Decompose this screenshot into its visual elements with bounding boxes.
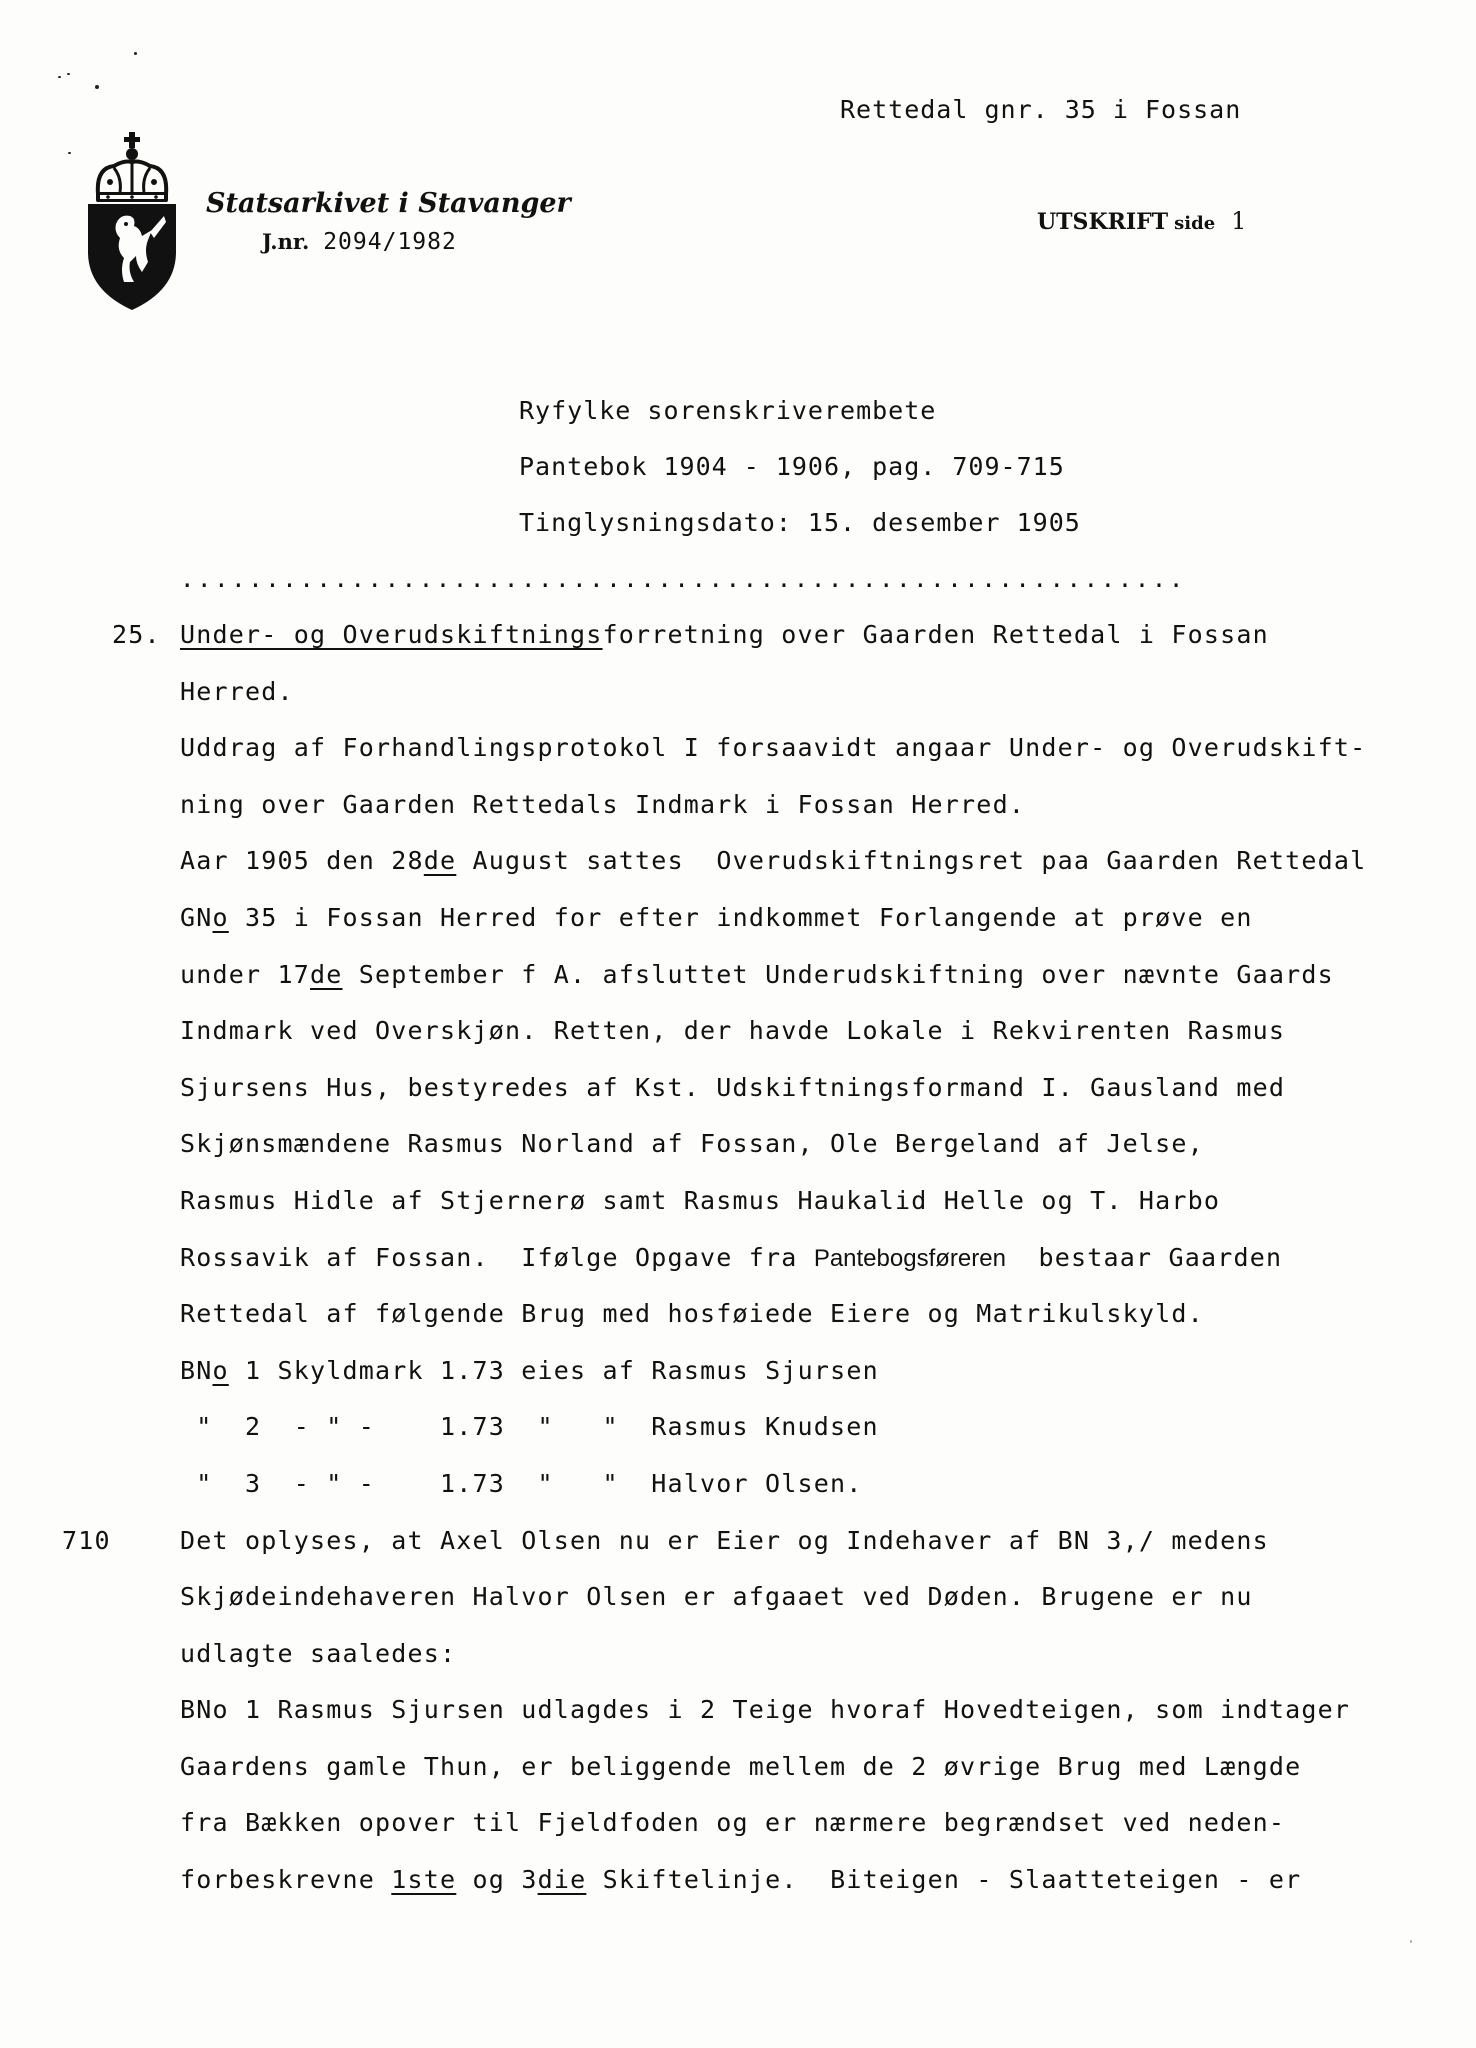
line-text: " 3 - " - 1.73 " " Halvor Olsen. [180,1468,863,1498]
line-text: August sattes Overudskiftningsret paa Gaarden Rettedal [456,846,1367,876]
line-text: 3 [521,1865,538,1895]
underlined-suffix: o [212,1355,229,1385]
source-book: Pantebok 1904 - 1906, pag. 709-715 [519,452,1065,481]
text-line [0,790,1476,847]
line-text: Skjødeindehaveren Halvor Olsen er afgaaet ved Døden. Brugene er nu [180,1582,1253,1612]
line-text: 35 i Fossan Herred for efter indkommet Forlangende at prøve en [228,902,1253,932]
transcript-label: UTSKRIFT [1037,209,1169,235]
underlined-suffix: die [537,1865,587,1895]
text-line [0,846,1476,903]
text-line [0,1808,1476,1865]
line-text: udlagte saaledes: [180,1638,457,1668]
scan-speck [1410,1940,1412,1943]
underlined-ordinal: 1ste [391,1865,457,1895]
text-line [0,1582,1476,1639]
entry-number: 25. [112,620,161,649]
entry-title-rest: forretning over Gaarden Rettedal i Fossan [602,620,1269,649]
farm-reference: Rettedal gnr. 35 i Fossan [840,95,1242,124]
line-text: Uddrag af Forhandlingsprotokol I forsaavidt angaar Under- og Overudskift- [180,733,1367,763]
entry-title-underlined: Under- og Overudskiftnings [180,620,603,649]
scan-speck [58,76,61,78]
journal-number-row [262,229,457,255]
line-text: Aar 1905 den 28 [180,846,424,876]
line-text: Skjønsmændene Rasmus Norland af Fossan, Ole Bergeland af Jelse, [180,1129,1204,1159]
text-line [0,1695,1476,1752]
text-line [0,677,1476,734]
text-line [0,1299,1476,1356]
page-number: 1 [1231,207,1247,235]
text-line [0,1073,1476,1130]
underlined-suffix: de [423,846,457,876]
line-text: Gaardens gamle Thun, er beliggende mellem de 2 øvrige Brug med Længde [180,1751,1302,1781]
scan-speck [68,152,71,154]
line-text: Rettedal af følgende Brug med hosføiede Eiere og Matrikulskyld. [180,1299,1204,1329]
line-text: September f A. afsluttet Underudskiftning over nævnte Gaards [342,959,1334,989]
source-registration-date: Tinglysningsdato: 15. desember 1905 [519,508,1081,537]
text-line [0,1412,1476,1469]
line-text: og [456,1865,522,1895]
line-text: Herred. [180,676,294,706]
line-text: bestaar Gaarden [1005,1242,1283,1272]
line-text: " 2 - " - 1.73 " " Rasmus Knudsen [180,1412,879,1442]
journal-number: 2094/1982 [323,229,457,255]
text-line [0,1469,1476,1526]
line-text: BN [180,1355,213,1385]
text-line [0,1243,1476,1300]
line-text: Rasmus Hidle af Stjernerø samt Rasmus Haukalid Helle og T. Harbo [180,1185,1221,1215]
transcript-page-label [1037,207,1246,235]
line-text: GN [180,902,213,932]
line-text: Skiftelinje. Biteigen - Slaatteteigen - er [586,1865,1302,1895]
line-text: Indmark ved Overskjøn. Retten, der havde Lokale i Rekvirenten Rasmus [180,1016,1286,1046]
text-line [0,1016,1476,1073]
underlined-suffix: o [212,902,229,932]
text-line [0,1639,1476,1696]
source-office: Ryfylke sorenskriverembete [519,396,937,425]
text-line [0,1865,1476,1922]
line-text: Sjursens Hus, bestyredes af Kst. Udskiftningsformand I. Gausland med [180,1072,1286,1102]
text-line [0,960,1476,1017]
line-text: forbeskrevne [180,1865,392,1895]
line-text: BNo 1 Rasmus Sjursen udlagdes i 2 Teige hvoraf Hovedteigen, som indtager [180,1695,1351,1725]
line-text: 1 Skyldmark 1.73 eies af Rasmus Sjursen [228,1355,879,1385]
text-line [0,1129,1476,1186]
text-line [0,1752,1476,1809]
scan-speck [67,73,70,75]
margin-page-number: 710 [62,1525,111,1555]
text-line [0,1356,1476,1413]
text-line [0,1186,1476,1243]
text-line [0,620,1476,677]
handwritten-correction: Pantebogsføreren [813,1244,1006,1272]
line-text: under 17 [180,959,311,989]
source-block [519,396,1081,564]
line-text: fra Bækken opover til Fjeldfoden og er nærmere begrændset ved neden- [180,1808,1286,1838]
journal-label: J.nr. [262,229,310,254]
norwegian-coat-of-arms-icon [86,132,178,310]
line-text: Det oplyses, at Axel Olsen nu er Eier og Indehaver af BN 3,/ medens [180,1525,1269,1555]
scan-speck [95,85,99,89]
text-line [0,733,1476,790]
line-text: ning over Gaarden Rettedals Indmark i Fossan Herred. [180,789,1026,819]
dotted-separator: ........................................................... [180,565,1186,593]
text-line [0,1526,1476,1583]
underlined-suffix: de [310,959,343,989]
side-label: side [1174,213,1216,234]
transcript-body [0,620,1476,1922]
line-text: Rossavik af Fossan. Ifølge Opgave fra [180,1242,814,1272]
scan-speck [134,52,137,55]
archive-name: Statsarkivet i Stavanger [206,188,571,219]
text-line [0,903,1476,960]
